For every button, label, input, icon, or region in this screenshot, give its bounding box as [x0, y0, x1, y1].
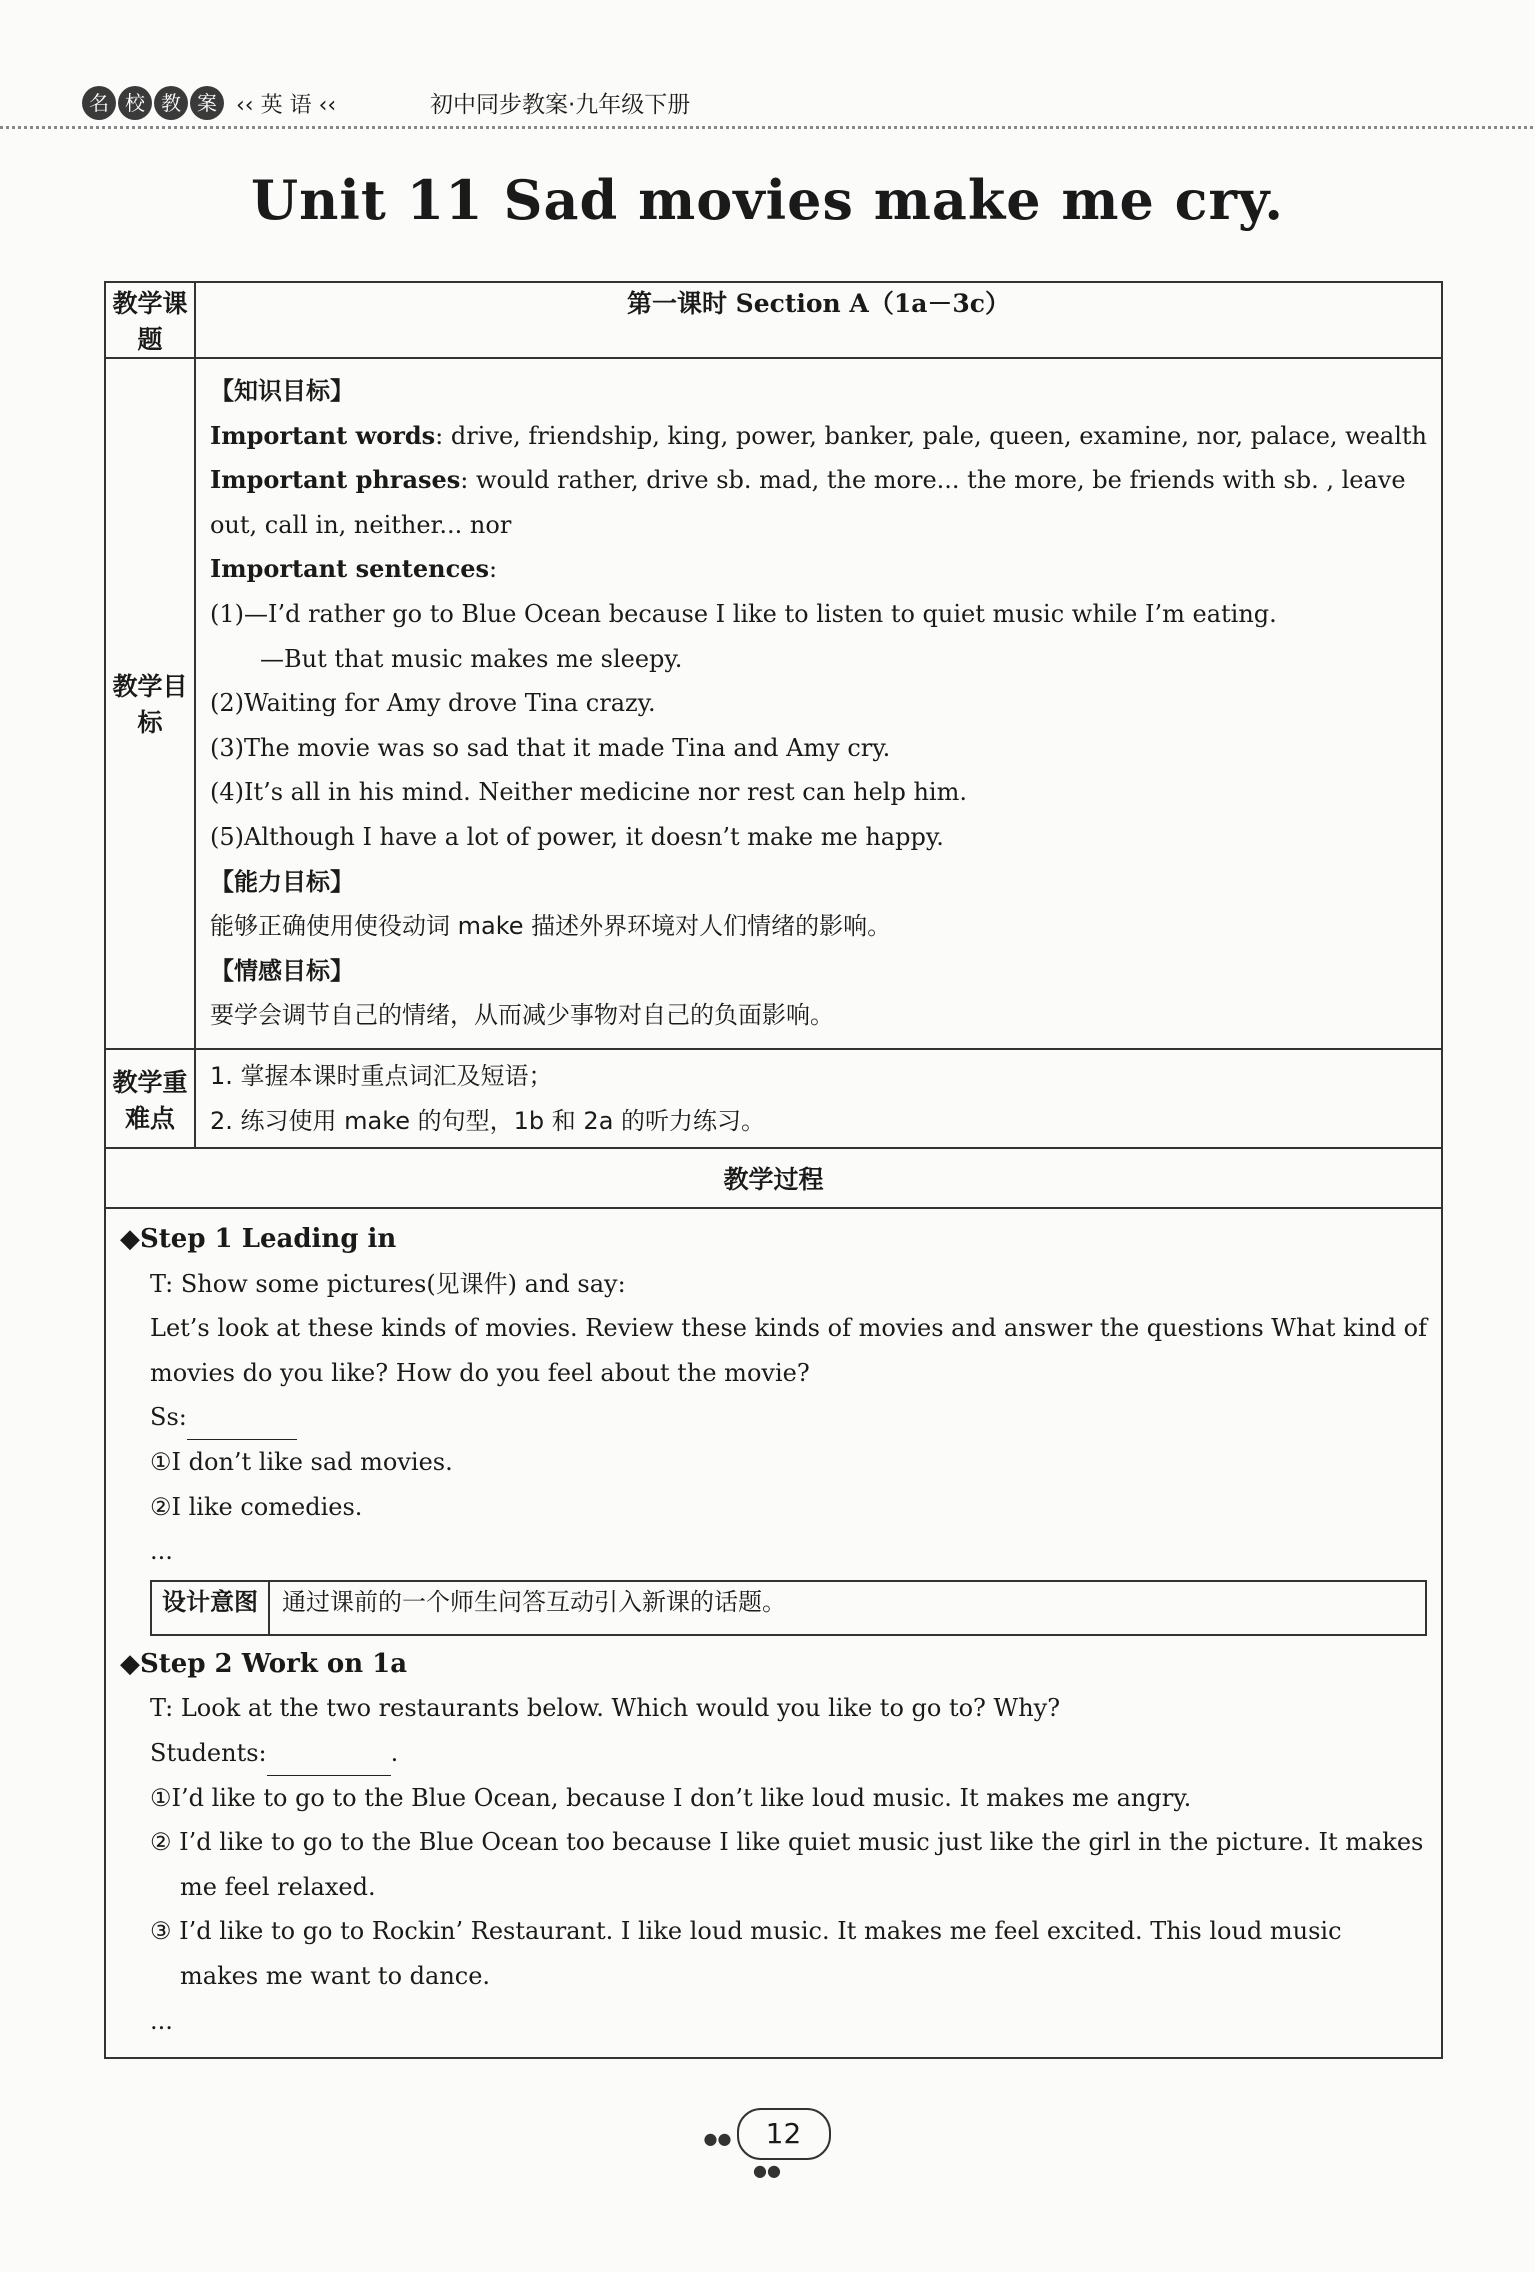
step1-line1: T: Show some pictures(见课件) and say: [150, 1269, 626, 1298]
lesson-plan-table [104, 281, 1443, 2059]
words-text: : drive, friendship, king, power, banker, pale, queen, examine, nor, palace, wealth [435, 421, 1427, 450]
important-phrases [210, 458, 1427, 503]
ability-text: 能够正确使用使役动词 make 描述外界环境对人们情绪的影响。 [209, 912, 892, 941]
sentence-4: (4)It’s all in his mind. Neither medicine nor rest can help him. [209, 778, 967, 807]
phrases-text: : would rather, drive sb. mad, the more... the more, be friends with sb. , leave [460, 466, 1406, 495]
students-label: Students: [150, 1739, 267, 1768]
key-point-1: 1. 掌握本课时重点词汇及短语； [209, 1061, 553, 1090]
step2-answer-1: ①I’d like to go to the Blue Ocean, because I don’t like loud music. It makes me angry. [150, 1783, 1192, 1812]
series-logo [82, 86, 224, 120]
important-words [210, 414, 1427, 459]
sentences-label: Important sentences [209, 554, 489, 584]
important-sentences-heading [210, 547, 1427, 592]
step1-title: ◆Step 1 Leading in [120, 1224, 397, 1255]
dots-left-icon: ●● [703, 2129, 732, 2148]
page-number-badge [700, 2108, 834, 2180]
header-subject: ‹‹ 英 语 ‹‹ [236, 93, 337, 118]
goals-label: 教学目标 [105, 358, 195, 1049]
process-heading: 教学过程 [105, 1148, 1442, 1208]
step2-more: ... [150, 2006, 173, 2035]
page-header [0, 0, 1535, 130]
unit-title: Unit 11 Sad movies make me cry. [250, 168, 1284, 232]
sentence-5: (5)Although I have a lot of power, it doesn’t make me happy. [209, 822, 944, 851]
topic-value: 第一课时 Section A（1a－3c） [195, 282, 1442, 358]
sentences-colon: : [489, 555, 498, 584]
logo-char: 案 [190, 86, 224, 120]
header-book-title: 初中同步教案·九年级下册 [430, 92, 691, 118]
step1-line2: Let’s look at these kinds of movies. Review these kinds of movies and answer the questions What kind of movies do you like? How do you feel about the movie? [150, 1314, 1428, 1387]
step1-answer-1: ①I don’t like sad movies. [150, 1448, 453, 1477]
emotion-text: 要学会调节自己的情绪，从而减少事物对自己的负面影响。 [209, 1001, 834, 1030]
emotion-heading: 【情感目标】 [209, 956, 354, 985]
header-divider [0, 126, 1535, 129]
key-points-content [195, 1049, 1442, 1148]
step2-title: ◆Step 2 Work on 1a [120, 1648, 408, 1679]
page-number: 12 [737, 2108, 831, 2160]
process-content [105, 1208, 1442, 2058]
answer-blank [187, 1415, 297, 1440]
topic-label: 教学课题 [105, 282, 195, 358]
dots-right-icon: ●● [753, 2161, 781, 2180]
words-label: Important words [209, 420, 436, 450]
ability-heading: 【能力目标】 [209, 867, 354, 896]
ss-label: Ss: [150, 1403, 187, 1432]
goals-content [195, 358, 1442, 1049]
key-points-label: 教学重难点 [105, 1049, 195, 1148]
step1-more: ... [150, 1537, 173, 1566]
important-phrases-cont: out, call in, neither... nor [209, 510, 512, 539]
step2-line1: T: Look at the two restaurants below. Which would you like to go to? Why? [150, 1694, 1061, 1723]
phrases-label: Important phrases [209, 465, 461, 495]
design-intent-box [150, 1580, 1427, 1636]
knowledge-heading: 【知识目标】 [209, 377, 354, 405]
sentence-3: (3)The movie was so sad that it made Tina and Amy cry. [209, 733, 891, 762]
logo-char: 教 [154, 86, 188, 120]
design-intent-text: 通过课前的一个师生问答互动引入新课的话题。 [269, 1581, 1426, 1635]
logo-char: 校 [118, 86, 152, 120]
answer-blank [267, 1751, 391, 1776]
design-intent-label: 设计意图 [151, 1581, 269, 1635]
step2-answer-3: ③ I’d like to go to Rockin’ Restaurant. I like loud music. It makes me feel excited. This loud music makes me want to dance. [150, 1917, 1342, 1990]
key-point-2: 2. 练习使用 make 的句型，1b 和 2a 的听力练习。 [209, 1106, 766, 1135]
logo-char: 名 [82, 86, 116, 120]
sentence-1: (1)—I’d rather go to Blue Ocean because I like to listen to quiet music while I’m eating. [209, 599, 1277, 628]
step1-answer-2: ②I like comedies. [150, 1492, 363, 1521]
sentence-1-reply: —But that music makes me sleepy. [259, 644, 683, 673]
step2-students [120, 1731, 1427, 1776]
students-period: . [390, 1739, 399, 1768]
step1-ss [120, 1395, 1427, 1440]
sentence-2: (2)Waiting for Amy drove Tina crazy. [209, 689, 656, 718]
step2-answer-2: ② I’d like to go to the Blue Ocean too because I like quiet music just like the girl in the picture. It makes me feel relaxed. [150, 1828, 1424, 1901]
